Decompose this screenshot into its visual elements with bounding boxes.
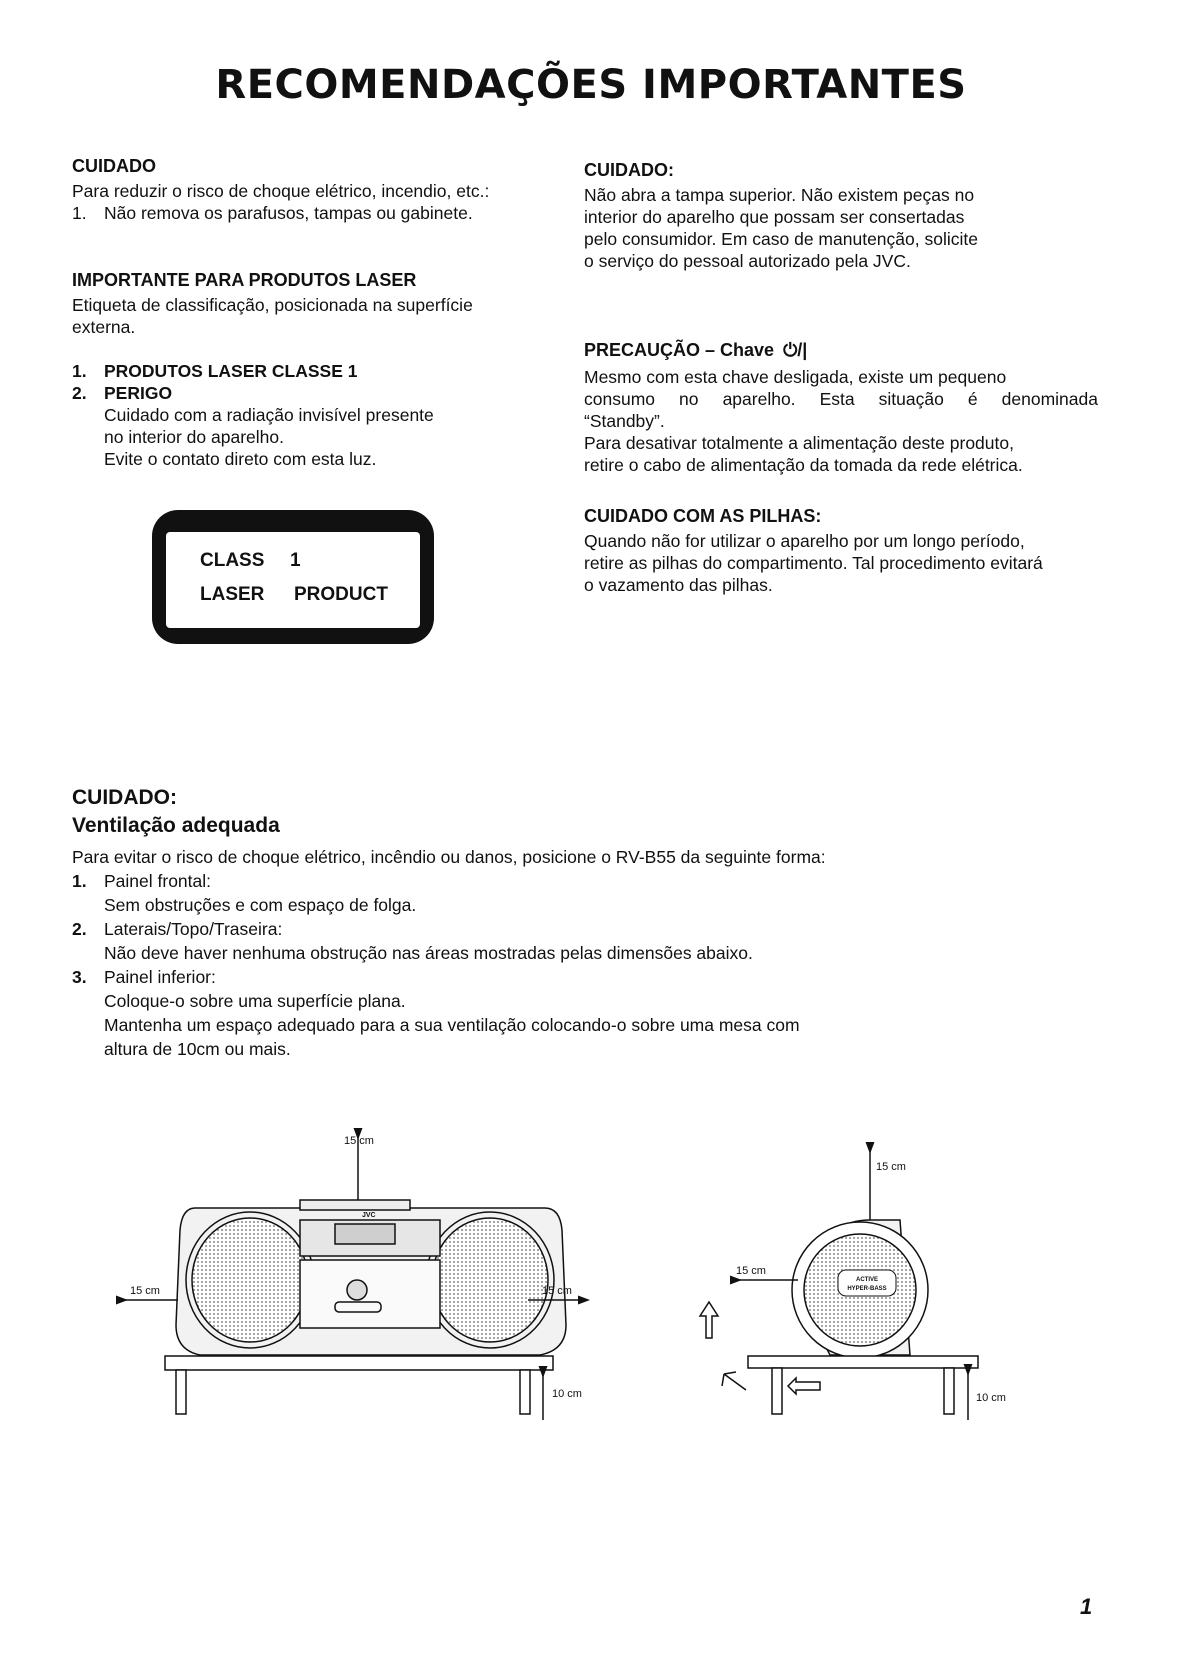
list-text: Não remova os parafusos, tampas ou gabinete. [104,203,473,223]
vent-item-1-title [72,870,211,892]
right-cuidado-text-1: Não abra a tampa superior. Não existem peças no [584,185,975,205]
side-shelf-leg-left [772,1368,782,1414]
laser-list-item-1 [72,360,357,382]
list-text: Painel inferior: [104,967,216,987]
shelf-leg-right [520,1370,530,1414]
vent-intro: Para evitar o risco de choque elétrico, incêndio ou danos, posicione o RV-B55 da seguinte forma: [72,847,826,867]
side-left-label: 15 cm [736,1265,766,1277]
airflow-diagonal-icon [722,1372,746,1390]
vent-heading-1: CUIDADO: [72,786,177,809]
front-bottom-label: 10 cm [552,1388,582,1400]
laser-text-2: externa. [72,317,136,337]
front-top-label: 15 cm [344,1135,374,1147]
airflow-up-icon [700,1302,718,1338]
perigo-text-2: no interior do aparelho. [104,427,284,447]
badge-line-1: ACTIVE [855,1277,879,1283]
ventilation-diagram [0,1120,1182,1420]
list-text: Painel frontal: [104,871,212,891]
side-top-label: 15 cm [876,1161,906,1173]
front-right-label: 15 cm [542,1285,572,1297]
pilhas-text-2: retire as pilhas do compartimento. Tal procedimento evitará [584,553,1043,573]
front-view [122,1134,584,1420]
laser-list-item-2 [72,382,172,404]
list-text: Laterais/Topo/Traseira: [104,919,283,939]
badge-frame [838,1270,896,1296]
pilhas-text-3: o vazamento das pilhas. [584,575,773,595]
label-class: CLASS [200,550,265,571]
airflow-left-icon [788,1378,820,1394]
list-number: 1. [72,203,87,223]
list-number: 1. [72,871,87,891]
list-number: 1. [72,361,87,381]
side-shelf-top [748,1356,978,1368]
right-speaker [432,1218,548,1342]
precaucao-text-3: “Standby”. [584,411,665,431]
laser-class-label [152,510,434,644]
vent-item-2-text: Não deve haver nenhuma obstrução nas áreas mostradas pelas dimensões abaixo. [104,943,753,963]
power-standby-icon: ⏻/| [783,340,808,360]
cuidado-list-item [72,202,473,224]
vent-item-3-text-1: Coloque-o sobre uma superfície plana. [104,991,406,1011]
label-product: PRODUCT [294,584,388,605]
label-class-number: 1 [290,550,301,571]
pilhas-heading: CUIDADO COM AS PILHAS: [584,506,822,526]
front-left-label: 15 cm [130,1285,160,1297]
precaucao-title: PRECAUÇÃO – Chave [584,340,775,360]
cuidado-text: Para reduzir o risco de choque elétrico, incendio, etc.: [72,181,490,201]
laser-label-inner [166,532,420,628]
list-text: PERIGO [104,383,173,403]
page-number: 1 [1080,1594,1093,1619]
right-cuidado-heading: CUIDADO: [584,160,674,180]
shelf-leg-left [176,1370,186,1414]
vent-item-3-text-2: Mantenha um espaço adequado para a sua ventilação colocando-o sobre uma mesa com [104,1015,800,1035]
shelf-top [165,1356,553,1370]
vent-heading-2: Ventilação adequada [72,814,280,837]
right-cuidado-text-3: pelo consumidor. Em caso de manutenção, solicite [584,229,978,249]
left-speaker [192,1218,308,1342]
side-bottom-label: 10 cm [976,1392,1006,1404]
label-laser: LASER [200,584,265,605]
page-title: RECOMENDAÇÕES IMPORTANTES [215,62,967,108]
list-number: 2. [72,919,87,939]
precaucao-text-2: consumo no aparelho. Esta situação é denominada [584,389,1098,409]
list-number: 3. [72,967,87,987]
laser-heading: IMPORTANTE PARA PRODUTOS LASER [72,270,417,290]
pilhas-text-1: Quando não for utilizar o aparelho por um longo período, [584,531,1025,551]
vent-item-3-title [72,966,216,988]
perigo-text-1: Cuidado com a radiação invisível presente [104,405,434,425]
center-knob [347,1280,367,1300]
precaucao-text-5: retire o cabo de alimentação da tomada da rede elétrica. [584,455,1023,475]
badge-line-2: HYPER-BASS [847,1286,887,1292]
right-cuidado-text-4: o serviço do pessoal autorizado pela JVC. [584,251,911,271]
boombox-handle [300,1200,410,1210]
display-window [335,1224,395,1244]
vent-item-2-title [72,918,282,940]
list-number: 2. [72,383,87,403]
right-cuidado-text-2: interior do aparelho que possam ser consertadas [584,207,965,227]
cuidado-heading: CUIDADO [72,156,156,176]
precaucao-text-4: Para desativar totalmente a alimentação deste produto, [584,433,1014,453]
brand-logo: JVC [362,1212,376,1219]
list-text: PRODUTOS LASER CLASSE 1 [104,361,358,381]
precaucao-heading [584,340,807,361]
laser-text-1: Etiqueta de classificação, posicionada na superfície [72,295,473,315]
cd-door [300,1260,440,1328]
vent-item-3-text-3: altura de 10cm ou mais. [104,1039,291,1059]
vent-item-1-text: Sem obstruções e com espaço de folga. [104,895,417,915]
perigo-text-3: Evite o contato direto com esta luz. [104,449,377,469]
precaucao-text-1: Mesmo com esta chave desligada, existe um pequeno [584,367,1007,387]
side-shelf-leg-right [944,1368,954,1414]
